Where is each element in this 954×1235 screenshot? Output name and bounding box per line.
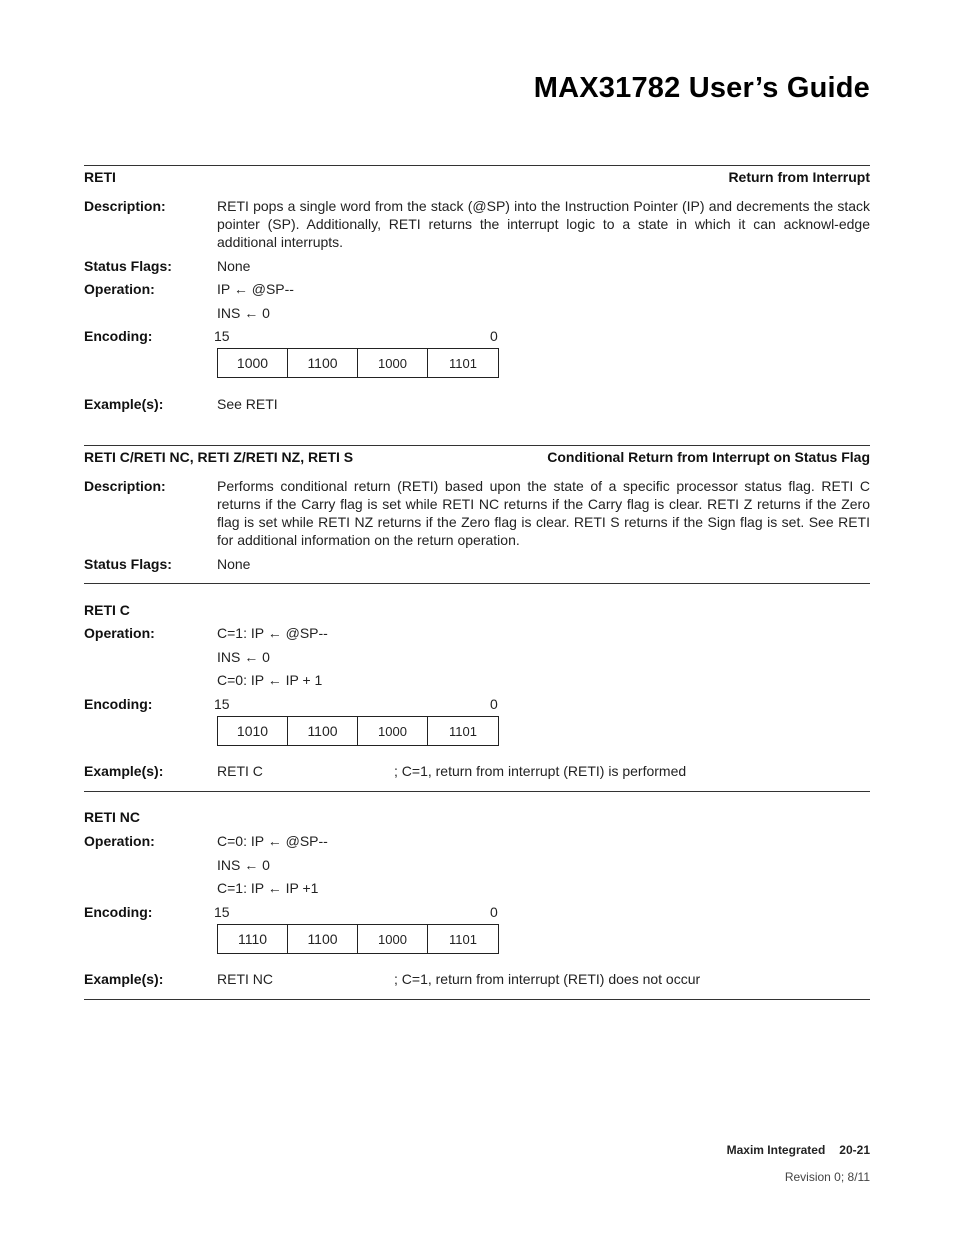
status-flags-value: None — [217, 258, 251, 274]
operation-label: Operation: — [84, 625, 155, 641]
encoding-nibble: 1100 — [288, 717, 358, 745]
operation-line: C=0: IP ← IP + 1 — [217, 672, 323, 688]
bit-high-label: 15 — [214, 328, 230, 344]
encoding-table — [217, 924, 499, 954]
footer-company: Maxim Integrated — [726, 1143, 826, 1157]
status-flags-label: Status Flags: — [84, 258, 172, 274]
section-divider — [84, 165, 870, 166]
status-flags-value: None — [217, 556, 251, 572]
example-text: RETI C — [217, 763, 263, 779]
operation-line: INS ← 0 — [217, 649, 270, 665]
bit-low-label: 0 — [490, 696, 498, 712]
examples-label: Example(s): — [84, 396, 164, 412]
example-text: RETI NC — [217, 971, 273, 987]
instruction-name: RETI C/RETI NC, RETI Z/RETI NZ, RETI S — [84, 449, 354, 465]
encoding-nibble: 1101 — [449, 723, 477, 739]
operation-line: C=1: IP ← @SP-- — [217, 625, 328, 641]
encoding-nibble: 1101 — [449, 931, 477, 947]
footer-company-page — [727, 1143, 870, 1157]
encoding-nibble: 1100 — [288, 349, 358, 377]
description-label: Description: — [84, 198, 166, 214]
operation-line: INS ← 0 — [217, 857, 270, 873]
description-text: Performs conditional return (RETI) based upon the state of a specific processor status flag. RETI C returns if the Carry flag is set while RETI NC returns if the Carry flag is clear. RETI Z returns if the Zero flag is set while RETI NZ returns if the Zero flag is clear. RETI S returns if the Sign flag is set. See RETI for additional information on the return operation. — [217, 478, 870, 548]
description-text: RETI pops a single word from the stack (@SP) into the Instruction Pointer (IP) and decrements the stack pointer (SP). Additionally, RETI returns the interrupt logic to a state in which it can acknowl-edge additional interrupts. — [217, 198, 870, 250]
encoding-table — [217, 348, 499, 378]
section-divider — [84, 791, 870, 792]
examples-label: Example(s): — [84, 763, 164, 779]
encoding-label: Encoding: — [84, 696, 153, 712]
operation-line: INS ← 0 — [217, 305, 270, 321]
encoding-nibble: 1101 — [449, 355, 477, 371]
encoding-nibble: 1000 — [358, 349, 428, 377]
status-flags-label: Status Flags: — [84, 556, 172, 572]
instruction-name: RETI — [84, 169, 116, 185]
encoding-nibble: 1100 — [288, 925, 358, 953]
bit-low-label: 0 — [490, 904, 498, 920]
subsection-name: RETI C — [84, 602, 130, 618]
encoding-label: Encoding: — [84, 904, 153, 920]
instruction-heading: Return from Interrupt — [728, 169, 870, 185]
encoding-label: Encoding: — [84, 328, 153, 344]
section-divider — [84, 445, 870, 446]
example-text: See RETI — [217, 396, 278, 412]
operation-line: C=0: IP ← @SP-- — [217, 833, 328, 849]
encoding-nibble: 1000 — [358, 717, 428, 745]
operation-line: C=1: IP ← IP +1 — [217, 880, 319, 896]
section-divider — [84, 583, 870, 584]
example-comment: ; C=1, return from interrupt (RETI) does not occur — [394, 971, 701, 987]
page-number: 20-21 — [839, 1143, 870, 1157]
subsection-name: RETI NC — [84, 809, 140, 825]
example-comment: ; C=1, return from interrupt (RETI) is performed — [394, 763, 687, 779]
encoding-nibble: 1000 — [358, 925, 428, 953]
section-divider — [84, 999, 870, 1000]
encoding-nibble: 1000 — [218, 349, 288, 377]
operation-label: Operation: — [84, 833, 155, 849]
bit-low-label: 0 — [490, 328, 498, 344]
page-title: MAX31782 User’s Guide — [533, 72, 870, 104]
description-label: Description: — [84, 478, 166, 494]
encoding-table — [217, 716, 499, 746]
footer-revision: Revision 0; 8/11 — [784, 1170, 870, 1184]
examples-label: Example(s): — [84, 971, 164, 987]
operation-label: Operation: — [84, 281, 155, 297]
encoding-nibble: 1110 — [218, 925, 288, 953]
bit-high-label: 15 — [214, 904, 230, 920]
encoding-nibble: 1010 — [218, 717, 288, 745]
instruction-heading: Conditional Return from Interrupt on Status Flag — [547, 449, 870, 465]
bit-high-label: 15 — [214, 696, 230, 712]
operation-line: IP ← @SP-- — [217, 281, 294, 297]
